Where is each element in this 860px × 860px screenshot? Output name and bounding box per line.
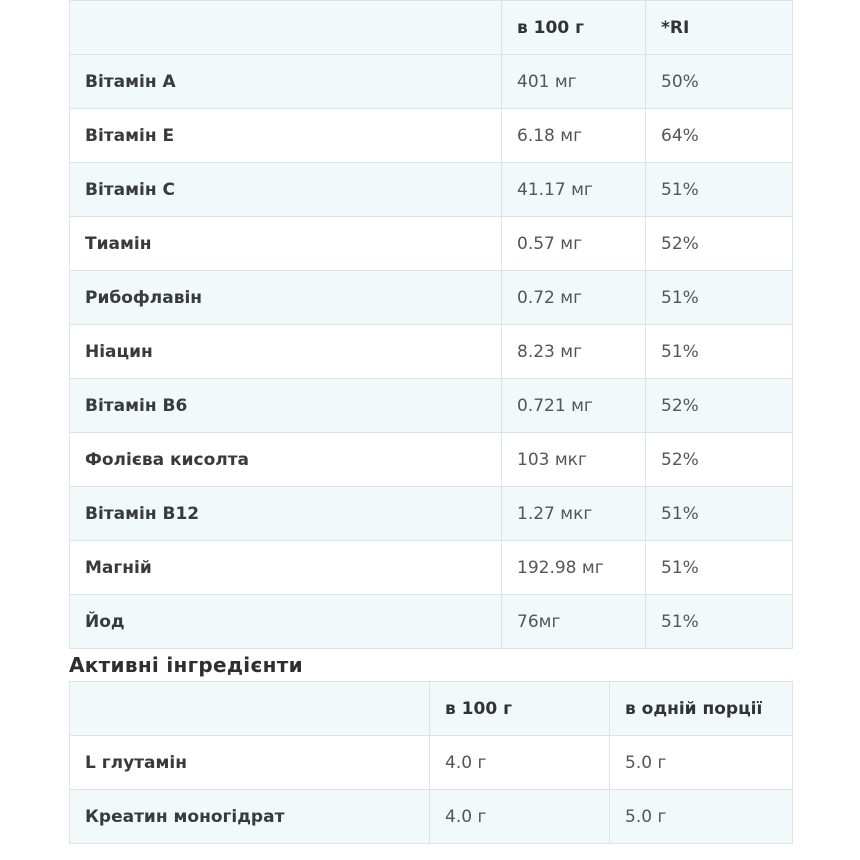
vitamins-table — [69, 0, 793, 649]
nutrient-name: Вітамін А — [70, 55, 502, 109]
vitamin-row — [70, 325, 793, 379]
column-header: в 100 г — [502, 1, 646, 55]
amount-cell: 6.18 мг — [502, 109, 646, 163]
vitamin-row — [70, 595, 793, 649]
nutrient-name: Вітамін С — [70, 163, 502, 217]
column-header: *RI — [646, 1, 793, 55]
nutrient-name: Креатин моногідрат — [70, 790, 430, 844]
ingredient-row — [70, 790, 793, 844]
second-value-cell: 5.0 г — [610, 790, 793, 844]
second-value-cell: 5.0 г — [610, 736, 793, 790]
column-header: в одній порції — [610, 682, 793, 736]
column-header — [70, 1, 502, 55]
table-header-row — [70, 1, 793, 55]
vitamin-row — [70, 541, 793, 595]
second-value-cell: 51% — [646, 595, 793, 649]
vitamin-row — [70, 217, 793, 271]
nutrient-name: Вітамін В6 — [70, 379, 502, 433]
amount-cell: 103 мкг — [502, 433, 646, 487]
active-ingredients-table — [69, 681, 793, 844]
vitamin-row — [70, 55, 793, 109]
vitamin-row — [70, 379, 793, 433]
amount-cell: 0.72 мг — [502, 271, 646, 325]
amount-cell: 0.57 мг — [502, 217, 646, 271]
vitamin-row — [70, 487, 793, 541]
table-header-row — [70, 682, 793, 736]
vitamin-row — [70, 271, 793, 325]
nutrition-content — [69, 0, 792, 844]
amount-cell: 0.721 мг — [502, 379, 646, 433]
amount-cell: 4.0 г — [430, 736, 610, 790]
second-value-cell: 51% — [646, 325, 793, 379]
nutrient-name: Вітамін В12 — [70, 487, 502, 541]
second-value-cell: 51% — [646, 487, 793, 541]
second-value-cell: 50% — [646, 55, 793, 109]
nutrient-name: Ніацин — [70, 325, 502, 379]
amount-cell: 192.98 мг — [502, 541, 646, 595]
second-value-cell: 52% — [646, 217, 793, 271]
vitamin-row — [70, 109, 793, 163]
nutrient-name: Фолієва кисолта — [70, 433, 502, 487]
vitamin-row — [70, 433, 793, 487]
second-value-cell: 51% — [646, 163, 793, 217]
nutrient-name: Магній — [70, 541, 502, 595]
amount-cell: 76мг — [502, 595, 646, 649]
column-header: в 100 г — [430, 682, 610, 736]
active-ingredients-title: Активні інгредієнти — [69, 653, 303, 677]
second-value-cell: 64% — [646, 109, 793, 163]
second-value-cell: 52% — [646, 379, 793, 433]
nutrient-name: Йод — [70, 595, 502, 649]
second-value-cell: 51% — [646, 541, 793, 595]
column-header — [70, 682, 430, 736]
second-value-cell: 51% — [646, 271, 793, 325]
vitamin-row — [70, 163, 793, 217]
amount-cell: 4.0 г — [430, 790, 610, 844]
nutrient-name: Рибофлавін — [70, 271, 502, 325]
second-value-cell: 52% — [646, 433, 793, 487]
amount-cell: 401 мг — [502, 55, 646, 109]
ingredient-row — [70, 736, 793, 790]
amount-cell: 41.17 мг — [502, 163, 646, 217]
amount-cell: 1.27 мкг — [502, 487, 646, 541]
nutrient-name: Вітамін Е — [70, 109, 502, 163]
nutrient-name: L глутамін — [70, 736, 430, 790]
nutrient-name: Тиамін — [70, 217, 502, 271]
amount-cell: 8.23 мг — [502, 325, 646, 379]
